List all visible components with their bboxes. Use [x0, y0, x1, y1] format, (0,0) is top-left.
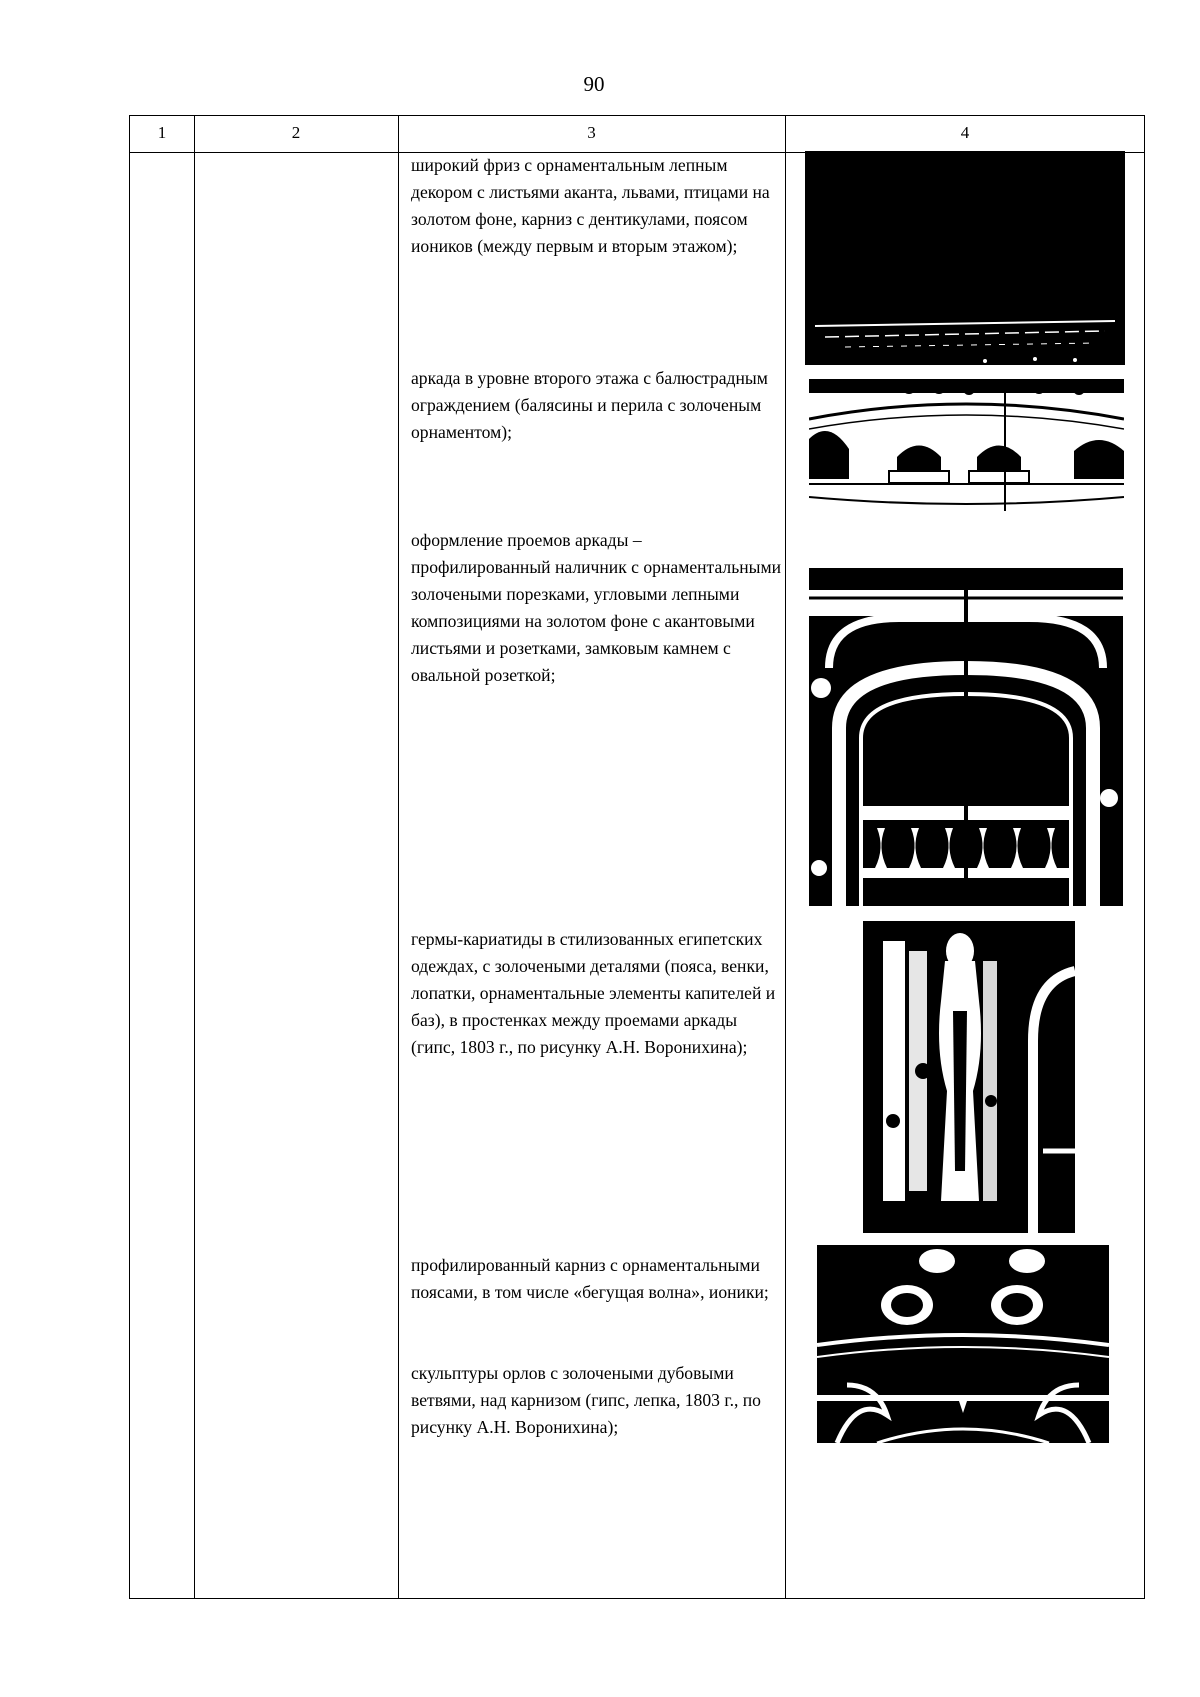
column-divider [194, 116, 195, 1598]
description-arcade: аркада в уровне второго этажа с балюстрадным ограждением (балясины и перила с золоченым орнаментом); [411, 368, 768, 442]
column-header-2: 2 [291, 123, 301, 142]
column-header-4: 4 [960, 123, 970, 142]
description-caryatids: гермы-кариатиды в стилизованных египетских одеждах, с золочеными деталями (пояса, венки, лопатки, орнаментальные элементы капителей и баз), в простенках между проемами аркады (гипс, 1803 г., по рисунку А.Н. Воронихина); [411, 929, 776, 1057]
frieze-photo [805, 151, 1125, 365]
column-divider [398, 116, 399, 1598]
column-header-1: 1 [157, 123, 167, 142]
arch-opening-photo [809, 568, 1123, 906]
description-frieze: широкий фриз с орнаментальным лепным декором с листьями аканта, львами, птицами на золотом фоне, карниз с дентикулами, поясом иоников (между первым и вторым этажом); [411, 155, 770, 256]
description-eagle-sculptures: скульптуры орлов с золочеными дубовыми ветвями, над карнизом (гипс, лепка, 1803 г., по рисунку А.Н. Воронихина); [411, 1363, 761, 1437]
description-arch-openings: оформление проемов аркады – профилированный наличник с орнаментальными золочеными порезками, угловыми лепными композициями на золотом фоне с акантовыми листьями и розетками, замковым камнем с овальной розеткой; [411, 530, 782, 685]
caryatid-photo [863, 921, 1075, 1233]
description-cornice: профилированный карниз с орнаментальными поясами, в том числе «бегущая волна», ионики; [411, 1255, 769, 1302]
column-header-3: 3 [587, 123, 596, 142]
cornice-eagles-photo [817, 1245, 1109, 1443]
column-divider [785, 116, 786, 1598]
page-number: 90 [583, 72, 605, 96]
arcade-photo [809, 379, 1124, 511]
